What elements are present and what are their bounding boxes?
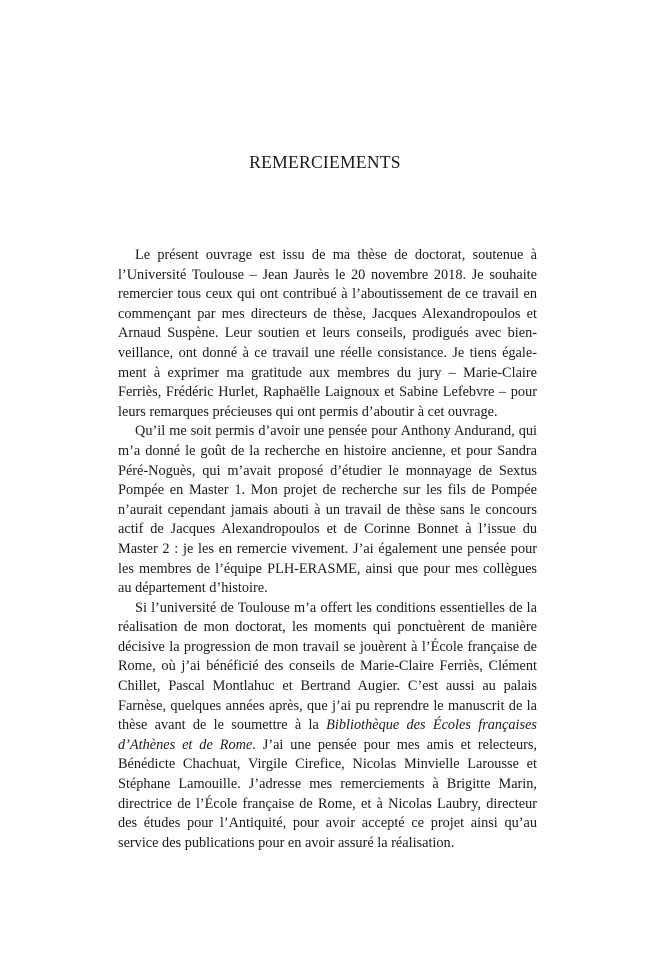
paragraph-3: [118, 599, 537, 854]
paragraph-3-part-1: Si l’université de Toulouse m’a offert les conditions essentielles de la réalisation de mon doctorat, les moments qui ponctuèrent de manière décisive la progression de mon travail se jouèrent à l’École française de Rome, où j’ai bénéficié des conseils de Marie-Claire Ferriès, Clément Chillet, Pascal Montlahuc et Bertrand Augier. C’est aussi au palais Farnèse, quelques années après, que j’ai pu reprendre le manuscrit de la thèse avant de le soumettre à la: [118, 599, 537, 734]
paragraph-3-part-2: . J’ai une pensée pour mes amis et relecteurs, Bénédicte Chachuat, Virgile Cirefice, Nicolas Minvielle Larousse et Stéphane Lamouille. J’adresse mes remerciements à Brigitte Marin, directrice de l’École française de Rome, et à Nicolas Laubry, directeur des études pour l’Antiquité, pour avoir accepté ce projet ainsi qu’au service des publications pour en avoir assuré la réalisation.: [118, 736, 537, 851]
paragraph-2: Qu’il me soit permis d’avoir une pensée pour Anthony Andurand, qui m’a donné le goût de la recherche en histoire ancienne, et pour Sandra Péré-Noguès, qui m’avait proposé d’étudier le monnayage de Sextus Pompée en Master 1. Mon projet de recherche sur les fils de Pompée n’aurait cependant jamais abouti à un travail de thèse sans le concours actif de Jacques Alexandropoulos et de Corinne Bonnet à l’issue du Master 2 : je les en remercie vivement. J’ai également une pensée pour les membres de l’équipe PLH-ERASME, ainsi que pour mes collègues au département d’histoire.: [118, 423, 537, 597]
paragraph-1: Le présent ouvrage est issu de ma thèse de doctorat, soutenue à l’Université Toulouse – Jean Jaurès le 20 novembre 2018. Je souhaite remercier tous ceux qui ont contribué à l’aboutissement de ce travail en commençant par mes directeurs de thèse, Jacques Alexandropoulos et Arnaud Suspène. Leur soutien et leurs conseils, prodigués avec bienveillance, ont donné à ce travail une réelle consistance. Je tiens également à exprimer ma gratitude aux membres du jury – Marie-Claire Ferriès, Frédéric Hurlet, Raphaëlle Laignoux et Sabine Lefebvre – pour leurs remarques précieuses qui ont permis d’aboutir à cet ouvrage.: [118, 247, 537, 420]
page-title: REMERCIEMENTS: [249, 152, 401, 172]
book-series-title: Bibliothèque des Écoles françaises d’Athènes et de Rome: [118, 717, 537, 753]
acknowledgements-text: [118, 246, 537, 853]
